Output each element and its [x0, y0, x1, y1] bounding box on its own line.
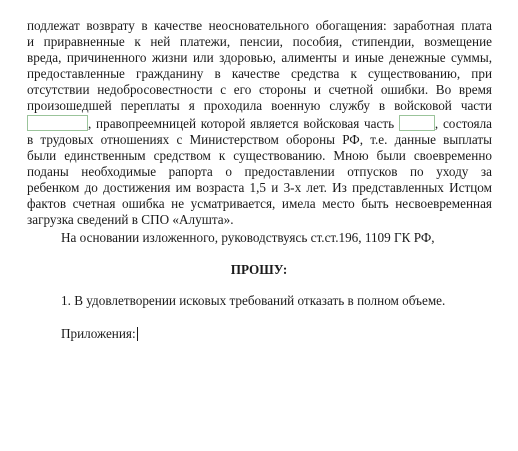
text-line: отсутствии недобросовестности с его стороны и счетной ошибки. Во время: [27, 82, 492, 98]
text-line: и приравненные к ней платежи, пенсии, пособия, стипендии, возмещение: [27, 34, 492, 50]
attachments-label: Приложения:: [61, 326, 136, 341]
text-cursor: [137, 327, 138, 341]
text-line: предоставленные гражданину в качестве средства к существованию, при: [27, 66, 492, 82]
text-line-with-fields: [27, 115, 492, 132]
attachments-line[interactable]: [61, 326, 491, 342]
text-line: в трудовых отношениях с Министерством обороны РФ, т.е. данные выплаты: [27, 131, 492, 147]
text-fragment: , состояла: [434, 115, 493, 131]
text-line: ребенком до достижения им возраста 1,5 и 3-х лет. Из представленных Истцом: [27, 179, 492, 195]
text-line: загрузка сведений в СПО «Алушта».: [27, 212, 234, 228]
text-line: произошедшей переплаты я проходила военную службу в войсковой части: [27, 98, 492, 114]
grounds-line: На основании изложенного, руководствуясь ст.ст.196, 1109 ГК РФ,: [61, 230, 435, 245]
text-line: вреда, причиненного жизни или здоровью, алименты и иные денежные суммы,: [27, 50, 492, 66]
text-line: поданы необходимые рапорта о предоставлении отпусков по уходу за: [27, 163, 492, 179]
text-line: подлежат возврату в качестве неосновательного обогащения: заработная плата: [27, 18, 492, 33]
request-heading: ПРОШУ:: [230, 262, 288, 277]
body-paragraph: [27, 18, 492, 228]
successor-unit-number-field[interactable]: [399, 115, 435, 131]
military-unit-number-field[interactable]: [27, 115, 88, 131]
text-fragment: , правопреемницей которой является войсковая часть: [88, 115, 395, 131]
text-line: фактов счетная ошибка не усматривается, имела место быть несвоевременная: [27, 196, 492, 212]
request-item: 1. В удовлетворении исковых требований отказать в полном объеме.: [61, 293, 446, 308]
text-line: были единственным средством к существованию. Мною были своевременно: [27, 147, 492, 163]
